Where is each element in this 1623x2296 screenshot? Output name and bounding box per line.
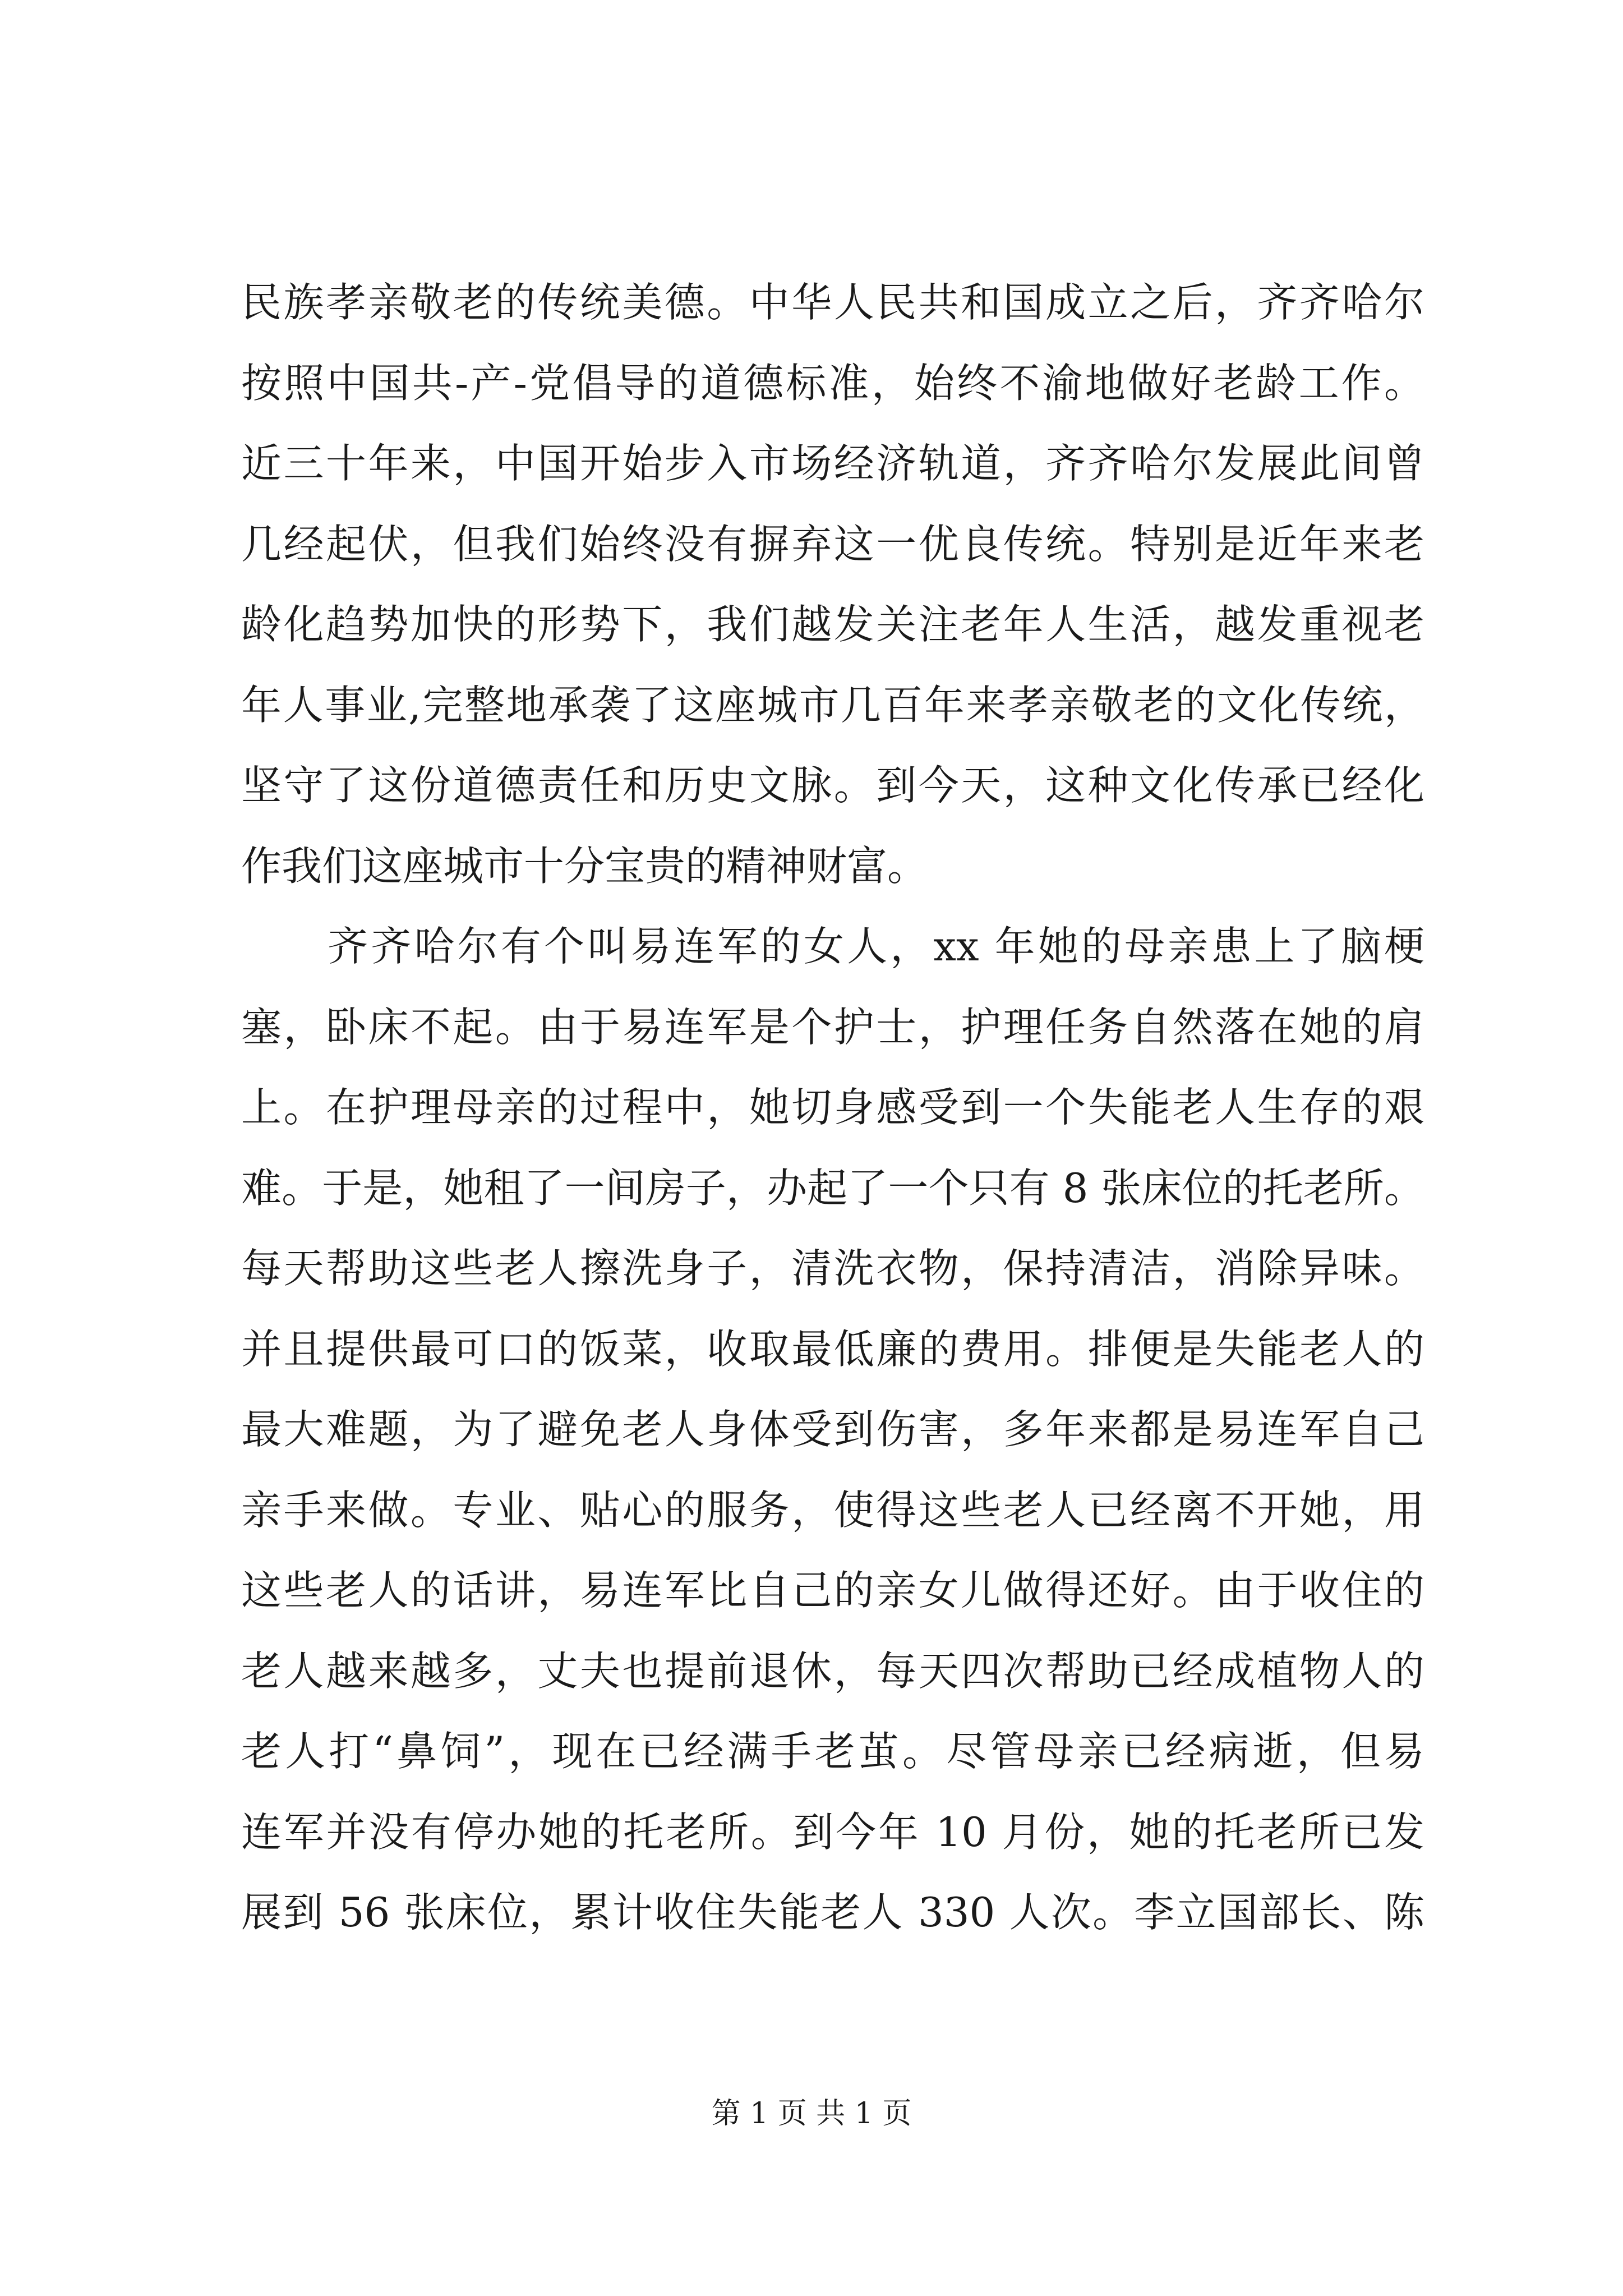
document-body bbox=[241, 263, 1424, 1953]
text-line: 近三十年来，中国开始步入市场经济轨道，齐齐哈尔发展此间曾 bbox=[241, 440, 1424, 487]
text-line: 作我们这座城市十分宝贵的精神财富。 bbox=[241, 842, 928, 890]
text-line: 连军并没有停办她的托老所。到今年 10 月份，她的托老所已发 bbox=[241, 1808, 1424, 1856]
text-line: 上。在护理母亲的过程中，她切身感受到一个失能老人生存的艰 bbox=[241, 1084, 1424, 1131]
text-line: 这些老人的话讲，易连军比自己的亲女儿做得还好。由于收住的 bbox=[241, 1567, 1424, 1614]
text-line: 最大难题，为了避免老人身体受到伤害，多年来都是易连军自己 bbox=[241, 1406, 1424, 1453]
text-line: 齐齐哈尔有个叫易连军的女人，xx 年她的母亲患上了脑梗 bbox=[241, 923, 1424, 970]
text-line: 每天帮助这些老人擦洗身子，清洗衣物，保持清洁，消除异味。 bbox=[241, 1245, 1424, 1292]
text-line: 塞，卧床不起。由于易连军是个护士，护理任务自然落在她的肩 bbox=[241, 1003, 1424, 1051]
text-line: 坚守了这份道德责任和历史文脉。到今天，这种文化传承已经化 bbox=[241, 762, 1424, 809]
text-line: 几经起伏，但我们始终没有摒弃这一优良传统。特别是近年来老 bbox=[241, 520, 1424, 568]
page-number-footer: 第 1 页 共 1 页 bbox=[711, 2097, 912, 2131]
text-line: 并且提供最可口的饭菜，收取最低廉的费用。排便是失能老人的 bbox=[241, 1325, 1424, 1373]
text-line: 难。于是，她租了一间房子，办起了一个只有 8 张床位的托老所。 bbox=[241, 1164, 1424, 1212]
text-line: 展到 56 张床位，累计收住失能老人 330 人次。李立国部长、陈 bbox=[241, 1889, 1424, 1936]
text-line: 民族孝亲敬老的传统美德。中华人民共和国成立之后，齐齐哈尔 bbox=[241, 279, 1424, 326]
text-line: 龄化趋势加快的形势下，我们越发关注老年人生活，越发重视老 bbox=[241, 601, 1424, 648]
text-line: 年人事业,完整地承袭了这座城市几百年来孝亲敬老的文化传统， bbox=[241, 681, 1424, 729]
text-line: 老人越来越多，丈夫也提前退休，每天四次帮助已经成植物人的 bbox=[241, 1647, 1424, 1695]
text-line: 亲手来做。专业、贴心的服务，使得这些老人已经离不开她，用 bbox=[241, 1486, 1424, 1534]
text-line: 老人打“鼻饲”，现在已经满手老茧。尽管母亲已经病逝，但易 bbox=[241, 1728, 1424, 1775]
text-line: 按照中国共-产-党倡导的道德标准，始终不渝地做好老龄工作。 bbox=[241, 359, 1424, 407]
